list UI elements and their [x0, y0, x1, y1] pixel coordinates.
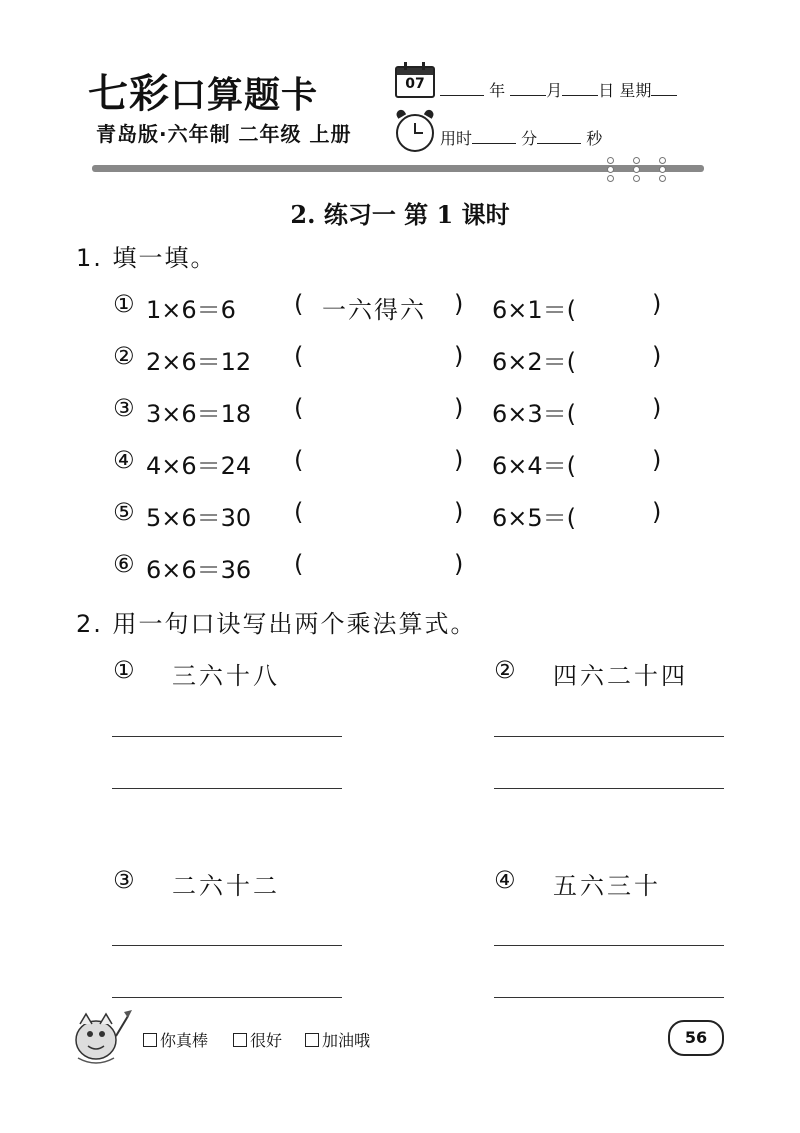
q2-item-text: 二六十二 — [172, 872, 280, 900]
reverse-close-paren: ) — [652, 446, 662, 474]
answer-line[interactable] — [494, 997, 724, 998]
right-paren: ) — [454, 498, 464, 526]
q1-row-num: ③ — [113, 394, 135, 422]
page-number: 56 — [668, 1020, 724, 1056]
date-line — [440, 78, 677, 101]
rating-label: 你真棒 — [160, 1031, 209, 1050]
left-paren: ( — [294, 446, 304, 474]
q1-row-num: ⑤ — [113, 498, 135, 526]
time-prefix: 用时 — [440, 129, 473, 148]
q2-item-num: ① — [113, 656, 135, 684]
answer-field[interactable] — [322, 394, 442, 422]
weekday-label: 星期 — [619, 81, 652, 100]
q1-row-equation: 3×6＝18 — [146, 400, 252, 428]
reverse-close-paren: ) — [652, 498, 662, 526]
left-paren: ( — [294, 498, 304, 526]
binding-ring — [607, 157, 612, 183]
q1-row-equation: 1×6＝6 — [146, 296, 236, 324]
reverse-equation: 6×5＝( — [492, 504, 577, 532]
q1-row-equation: 5×6＝30 — [146, 504, 252, 532]
q1-row-equation: 4×6＝24 — [146, 452, 252, 480]
calendar-icon — [395, 66, 435, 98]
month-label: 月 — [546, 81, 563, 100]
lesson-title: 2. 练习一 第 1 课时 — [290, 200, 510, 229]
left-paren: ( — [294, 290, 304, 318]
q1-row-num: ② — [113, 342, 135, 370]
answer-line[interactable] — [494, 945, 724, 946]
right-paren: ) — [454, 342, 464, 370]
day-blank[interactable] — [562, 79, 598, 96]
answer-field[interactable]: 一六得六 — [322, 296, 426, 324]
reverse-equation: 6×3＝( — [492, 400, 577, 428]
checkbox-icon[interactable] — [143, 1033, 157, 1047]
checkbox-icon[interactable] — [305, 1033, 319, 1047]
brand-logo — [88, 62, 318, 119]
right-paren: ) — [454, 394, 464, 422]
rating-option-2[interactable] — [233, 1028, 282, 1051]
reverse-close-paren: ) — [652, 394, 662, 422]
right-paren: ) — [454, 446, 464, 474]
reverse-close-paren: ) — [652, 342, 662, 370]
rating-label: 加油哦 — [322, 1031, 371, 1050]
logo-main: 七彩 — [88, 70, 170, 117]
mascot-icon — [66, 1006, 136, 1068]
left-paren: ( — [294, 550, 304, 578]
right-paren: ) — [454, 550, 464, 578]
day-label: 日 — [598, 81, 615, 100]
answer-line[interactable] — [112, 997, 342, 998]
binding-ring — [633, 157, 638, 183]
rating-option-3[interactable] — [305, 1028, 370, 1051]
q2-item-num: ③ — [113, 866, 135, 894]
year-label: 年 — [489, 81, 506, 100]
left-paren: ( — [294, 394, 304, 422]
right-paren: ) — [454, 290, 464, 318]
answer-line[interactable] — [112, 945, 342, 946]
answer-field[interactable] — [322, 550, 442, 578]
answer-line[interactable] — [494, 736, 724, 737]
answer-line[interactable] — [112, 788, 342, 789]
q1-heading: 1. 填一填。 — [76, 244, 217, 272]
answer-line[interactable] — [112, 736, 342, 737]
second-label: 秒 — [586, 129, 603, 148]
reverse-close-paren: ) — [652, 290, 662, 318]
calendar-number: 07 — [405, 76, 425, 92]
second-blank[interactable] — [537, 127, 581, 144]
answer-field[interactable] — [322, 498, 442, 526]
answer-field[interactable] — [322, 446, 442, 474]
time-line — [440, 126, 602, 149]
q1-row-num: ⑥ — [113, 550, 135, 578]
clock-icon — [396, 114, 434, 152]
checkbox-icon[interactable] — [233, 1033, 247, 1047]
rating-option-1[interactable] — [143, 1028, 208, 1051]
q2-item-text: 五六三十 — [553, 872, 661, 900]
year-blank[interactable] — [440, 79, 484, 96]
q2-item-num: ② — [494, 656, 516, 684]
logo-sub: 口算题卡 — [170, 74, 319, 116]
answer-line[interactable] — [494, 788, 724, 789]
minute-label: 分 — [521, 129, 538, 148]
q2-item-text: 四六二十四 — [553, 662, 688, 690]
weekday-blank[interactable] — [651, 79, 677, 96]
left-paren: ( — [294, 342, 304, 370]
q2-item-num: ④ — [494, 866, 516, 894]
minute-blank[interactable] — [472, 127, 516, 144]
edition-label: 青岛版·六年制 二年级 上册 — [96, 122, 352, 146]
reverse-equation: 6×2＝( — [492, 348, 577, 376]
reverse-equation: 6×4＝( — [492, 452, 577, 480]
q2-item-text: 三六十八 — [172, 662, 280, 690]
reverse-equation: 6×1＝( — [492, 296, 577, 324]
rating-label: 很好 — [250, 1031, 283, 1050]
q1-row-equation: 2×6＝12 — [146, 348, 252, 376]
answer-field[interactable] — [322, 342, 442, 370]
q2-heading: 2. 用一句口诀写出两个乘法算式。 — [76, 610, 477, 638]
binding-ring — [659, 157, 664, 183]
q1-row-num: ① — [113, 290, 135, 318]
q1-row-equation: 6×6＝36 — [146, 556, 252, 584]
month-blank[interactable] — [510, 79, 546, 96]
q1-row-num: ④ — [113, 446, 135, 474]
